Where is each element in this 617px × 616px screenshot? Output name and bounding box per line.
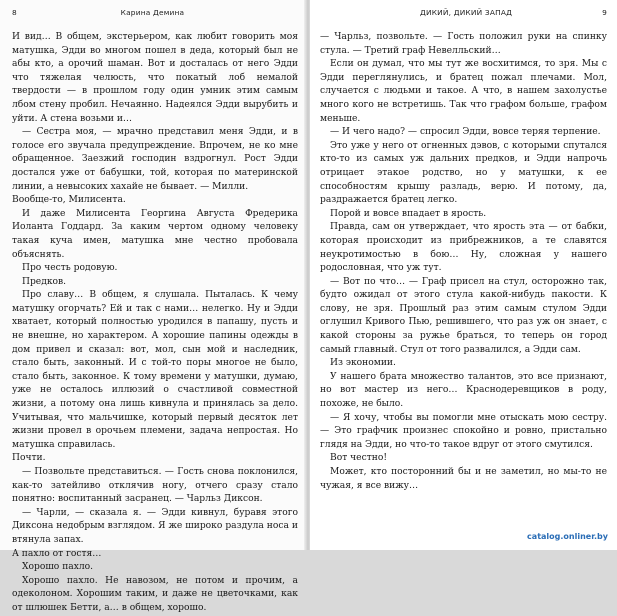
paragraph: Почти.: [12, 453, 46, 464]
running-header-author: Карина Демина: [120, 8, 185, 17]
paragraph: А пахло от гостя…: [12, 548, 102, 559]
paragraph: И даже Милисента Георгина Августа Фредерика Иоланта Годдард. За каким чертом одному человеку такая куча имен, матушка мне честно пробовала объяснять.: [12, 208, 298, 260]
paragraph: И вид… В общем, экстерьером, как любит говорить моя матушка, Эдди во многом пошел в деда, который был не абы кто, а орочий шаман. Вот и досталась от него Эдди что тяжелая челюсть, что покатый лоб немалой твердости — в прошлом году один умник этим самым лбом стену пробил. Нечаянно. Надеялся Эдди вырубить и уйти. А стена возьми и…: [12, 32, 298, 124]
paragraph: — Позвольте представиться. — Гость снова поклонился, как-то затейливо отклячив ногу, отчего сразу стало понятно: воспитанный засранец. — Чарльз Диксон.: [12, 467, 298, 505]
watermark: catalog.onliner.by: [524, 531, 611, 542]
paragraph: — И чего надо? — спросил Эдди, вовсе теряя терпение.: [330, 127, 601, 138]
left-page-header: [12, 8, 298, 17]
right-page: [310, 0, 617, 550]
paragraph: Хорошо пахло. Не навозом, не потом и прочим, а одеколоном. Хорошим таким, и даже не цветочками, как от шлюшек Бетти, а… в общем, хорошо.: [12, 575, 298, 613]
page-number-left: 8: [12, 8, 17, 17]
right-page-header: [320, 8, 607, 17]
paragraph: Может, кто посторонний бы и не заметил, но мы-то не чужая, я все вижу…: [320, 467, 607, 491]
paragraph: Это уже у него от огненных дэвов, с которыми спутался кто-то из самых уж дальних предков, и Эдди напрочь отрицает этакое родство, но у матушки, к ее способностям крышу разладь, верю. И потому, да, раздражается братец легко.: [320, 140, 607, 206]
paragraph: Если он думал, что мы тут же восхитимся, то зря. Мы с Эдди переглянулись, и братец пожал плечами. Мол, случается с людьми и такое. А что, в нашем захолустье много кого не встретишь. Так что графом больше, графом меньше.: [320, 59, 607, 124]
paragraph: Про честь родовую.: [22, 263, 118, 274]
left-page: [0, 0, 306, 613]
paragraph: — Я хочу, чтобы вы помогли мне отыскать мою сестру. — Это графчик произнес спокойно и ровно, пристально глядя на Эдди, но что-то такое вдруг от этого смутился.: [320, 412, 607, 450]
page-number-right: 9: [602, 8, 607, 17]
paragraph: Порой и вовсе впадает в ярость.: [330, 208, 487, 219]
right-page-body: [320, 31, 607, 493]
paragraph: Хорошо пахло.: [22, 562, 94, 573]
running-header-title: ДИКИЙ, ДИКИЙ ЗАПАД: [420, 8, 513, 17]
paragraph: Вообще-то, Милисента.: [12, 195, 126, 206]
paragraph: Из экономии.: [330, 358, 396, 369]
paragraph: — Чарли, — сказала я. — Эдди кивнул, буравя этого Диксона недобрым взглядом. Я же широко раздула носа и втянула запах.: [12, 507, 298, 545]
paragraph: Предков.: [22, 276, 67, 287]
left-page-body: [12, 31, 298, 616]
paragraph: Про славу… В общем, я слушала. Пыталась. К чему матушку огорчать? Ей и так с нами… нелегко. Ну и Эдди хватает, который полностью уродился в папашу, пусть и не внешне, но характером. А хорошие папины одежды в дом привел и сказал: вот, мол, сын мой и наследник, стало быть, законный. И с той-то поры многое не было, стало быть, законное. К тому времени у матушки, думаю, уже не осталось иллюзий о счастливой совместной жизни, а потому она лишь кивнула и принялась за дело. Учитывая, что мальчишке, который первый десяток лет жизни провел в орочьем племени, задача непростая. Но матушка справилась.: [12, 290, 298, 450]
paragraph: У нашего брата множество талантов, это все признают, но вот мастер из него… Краснодеревщиков в роду, похоже, не было.: [320, 371, 607, 410]
paragraph: Правда, сам он утверждает, что ярость эта — от бабки, которая происходит из прибрежников, а те славятся неукротимостью в бою… Ну, сложная у нашего родословная, что уж тут.: [320, 222, 607, 274]
paragraph: Вот честно!: [330, 453, 387, 464]
paragraph: — Сестра моя, — мрачно представил меня Эдди, и в голосе его звучала предупреждение. Впрочем, не ко мне обращенное. Заезжий господин вздрогнул. Рост Эдди достался уже от бабушки, той, которая по материнской линии, а невысоких хахайе не бывает. — Милли.: [12, 127, 298, 192]
paragraph: — Чарльз, позвольте. — Гость положил руки на спинку стула. — Третий граф Невелльский…: [320, 32, 607, 56]
paragraph: — Вот по что… — Граф присел на стул, осторожно так, будто ожидал от этого стула какой-нибудь пакости. К слову, не зря. Прошлый раз этим самым стулом Эдди оглушил Кривого Пью, решившего, что раз уж он знает, с какой стороны за ружье браться, то теперь он город самый главный. Стул от того развалился, а Эдди сам.: [320, 276, 607, 355]
